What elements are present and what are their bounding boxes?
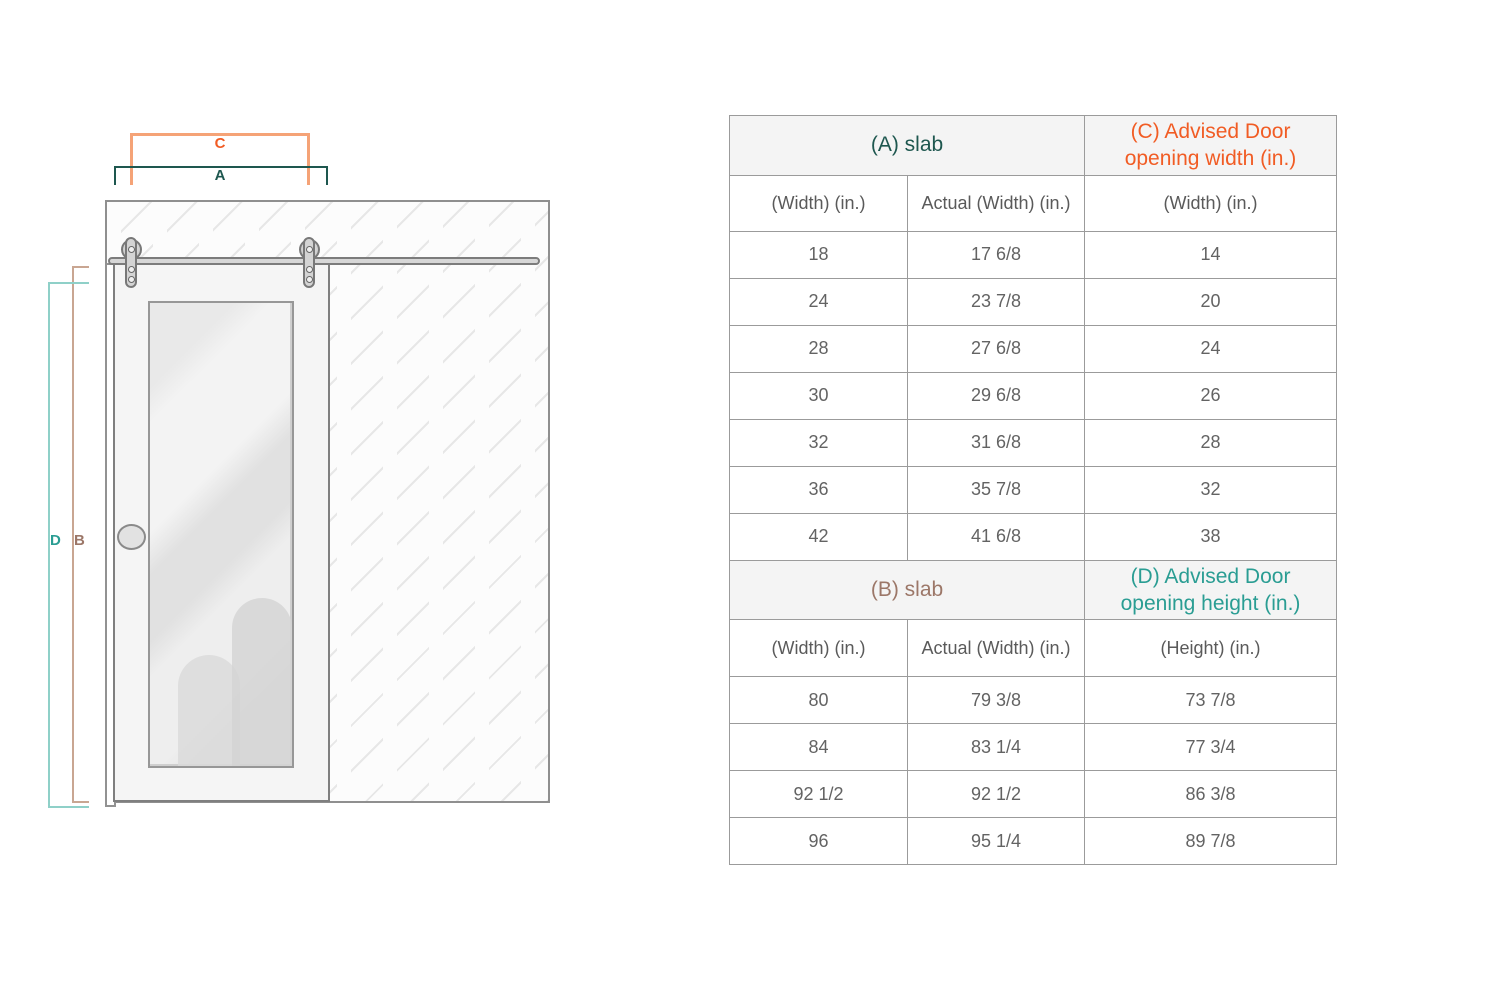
table-row (730, 818, 1337, 865)
section-a-header-row (730, 116, 1337, 176)
dimension-label-c: C (214, 135, 226, 152)
section-d-title: (D) Advised Door opening height (in.) (1085, 560, 1337, 620)
table-row (730, 278, 1337, 325)
section-c-title: (C) Advised Door opening width (in.) (1085, 116, 1337, 176)
table-cell: 18 (730, 231, 908, 278)
glass-reflection-arch-left (178, 655, 240, 768)
table-row (730, 372, 1337, 419)
table-cell: 79 3/8 (908, 677, 1085, 724)
strap-bolt-icon (306, 266, 313, 273)
table-cell: 32 (730, 419, 908, 466)
table-cell: 17 6/8 (908, 231, 1085, 278)
table-cell: 23 7/8 (908, 278, 1085, 325)
table-cell: 36 (730, 466, 908, 513)
table-cell: 31 6/8 (908, 419, 1085, 466)
column-header: Actual (Width) (in.) (908, 175, 1085, 231)
column-header: Actual (Width) (in.) (908, 620, 1085, 677)
table-cell: 35 7/8 (908, 466, 1085, 513)
strap-bolt-icon (128, 246, 135, 253)
table-cell: 24 (730, 278, 908, 325)
table-cell: 42 (730, 513, 908, 560)
table-cell: 32 (1085, 466, 1337, 513)
column-header: (Width) (in.) (1085, 175, 1337, 231)
table-row (730, 231, 1337, 278)
column-header: (Width) (in.) (730, 620, 908, 677)
table-row (730, 677, 1337, 724)
strap-bolt-icon (128, 276, 135, 283)
table-cell: 84 (730, 724, 908, 771)
section-b-title: (B) slab (730, 560, 1085, 620)
table-cell: 28 (730, 325, 908, 372)
table-row (730, 466, 1337, 513)
section-a-title: (A) slab (730, 116, 1085, 176)
table-cell: 73 7/8 (1085, 677, 1337, 724)
glass-reflection-arch-right (232, 598, 292, 768)
table-row (730, 419, 1337, 466)
section-b-subheader-row (730, 620, 1337, 677)
table-cell: 96 (730, 818, 908, 865)
table-cell: 24 (1085, 325, 1337, 372)
table-cell: 28 (1085, 419, 1337, 466)
table-cell: 41 6/8 (908, 513, 1085, 560)
table-cell: 38 (1085, 513, 1337, 560)
strap-bolt-icon (128, 266, 135, 273)
table-cell: 30 (730, 372, 908, 419)
dimension-label-b: B (74, 532, 85, 549)
table-cell: 14 (1085, 231, 1337, 278)
table-cell: 27 6/8 (908, 325, 1085, 372)
table-row (730, 513, 1337, 560)
table-cell: 29 6/8 (908, 372, 1085, 419)
barn-door-rail (108, 257, 540, 265)
strap-bolt-icon (306, 246, 313, 253)
table-cell: 20 (1085, 278, 1337, 325)
table-cell: 92 1/2 (730, 771, 908, 818)
table-cell: 83 1/4 (908, 724, 1085, 771)
strap-bolt-icon (306, 276, 313, 283)
table-cell: 26 (1085, 372, 1337, 419)
table-row (730, 724, 1337, 771)
table-cell: 95 1/4 (908, 818, 1085, 865)
section-a-subheader-row (730, 175, 1337, 231)
column-header: (Width) (in.) (730, 175, 908, 231)
door-size-table (729, 115, 1337, 865)
section-b-header-row (730, 560, 1337, 620)
table-row (730, 325, 1337, 372)
table-cell: 86 3/8 (1085, 771, 1337, 818)
dimension-label-d: D (50, 532, 61, 549)
table-cell: 80 (730, 677, 908, 724)
table-cell: 92 1/2 (908, 771, 1085, 818)
dimension-label-a: A (214, 167, 226, 184)
door-glass-panel (148, 301, 294, 768)
table-cell: 89 7/8 (1085, 818, 1337, 865)
table-row (730, 771, 1337, 818)
column-header: (Height) (in.) (1085, 620, 1337, 677)
table-cell: 77 3/4 (1085, 724, 1337, 771)
door-knob (117, 524, 146, 550)
